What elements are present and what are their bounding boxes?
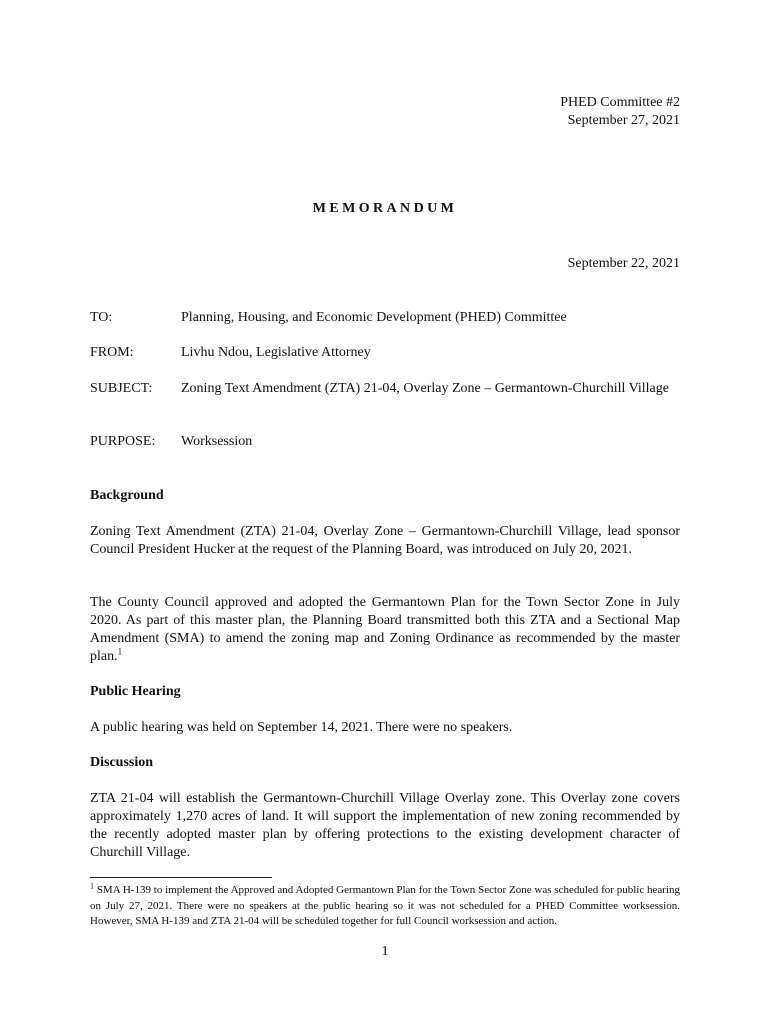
discussion-heading: Discussion [90, 755, 154, 770]
subject-label: SUBJECT: [90, 381, 153, 396]
memo-title: MEMORANDUM [312, 201, 458, 216]
from-value: Livhu Ndou, Legislative Attorney [181, 345, 371, 360]
footnote [90, 883, 680, 930]
purpose-label: PURPOSE: [90, 434, 156, 449]
memo-date: September 22, 2021 [567, 256, 680, 271]
public-hearing-paragraph: A public hearing was held on September 14, 2021. There were no speakers. [90, 720, 513, 735]
subject-value: Zoning Text Amendment (ZTA) 21-04, Overlay Zone – Germantown-Churchill Village [181, 381, 669, 396]
public-hearing-heading: Public Hearing [90, 684, 181, 699]
background-paragraph-2-text: The County Council approved and adopted the Germantown Plan for the Town Sector Zone in July 2020. As part of this master plan, the Planning Board transmitted both this ZTA and a Sectional Map Amendment (SMA) to amend the zoning map and Zoning Ordinance as recommended by the master plan. [90, 595, 680, 664]
header-date: September 27, 2021 [567, 113, 680, 128]
footnote-reference: 1 [117, 646, 123, 657]
background-heading: Background [90, 488, 164, 503]
to-value: Planning, Housing, and Economic Development (PHED) Committee [181, 310, 567, 325]
page-number: 1 [381, 944, 389, 959]
footnote-divider [90, 877, 272, 878]
purpose-value: Worksession [181, 434, 253, 449]
background-paragraph-2 [90, 594, 680, 666]
footnote-text: SMA H-139 to implement the Approved and Adopted Germantown Plan for the Town Sector Zone was scheduled for public hearing on July 27, 2021. There were no speakers at the public hearing so it was not scheduled for a PHED Committee worksession. However, SMA H-139 and ZTA 21-04 will be scheduled together for full Council worksession and action. [90, 884, 681, 927]
footnote-marker: 1 [90, 881, 94, 891]
from-label: FROM: [90, 345, 134, 360]
committee-label: PHED Committee #2 [560, 95, 680, 110]
to-label: TO: [90, 310, 113, 325]
background-paragraph-1: Zoning Text Amendment (ZTA) 21-04, Overlay Zone – Germantown-Churchill Village, lead sponsor Council President Hucker at the request of the Planning Board, was introduced on July 20, 2021. [90, 524, 680, 557]
discussion-paragraph: ZTA 21-04 will establish the Germantown-Churchill Village Overlay zone. This Overlay zone covers approximately 1,270 acres of land. It will support the implementation of new zoning recommended by the recently adopted master plan by offering protections to the existing development character of Churchill Village. [90, 791, 680, 860]
